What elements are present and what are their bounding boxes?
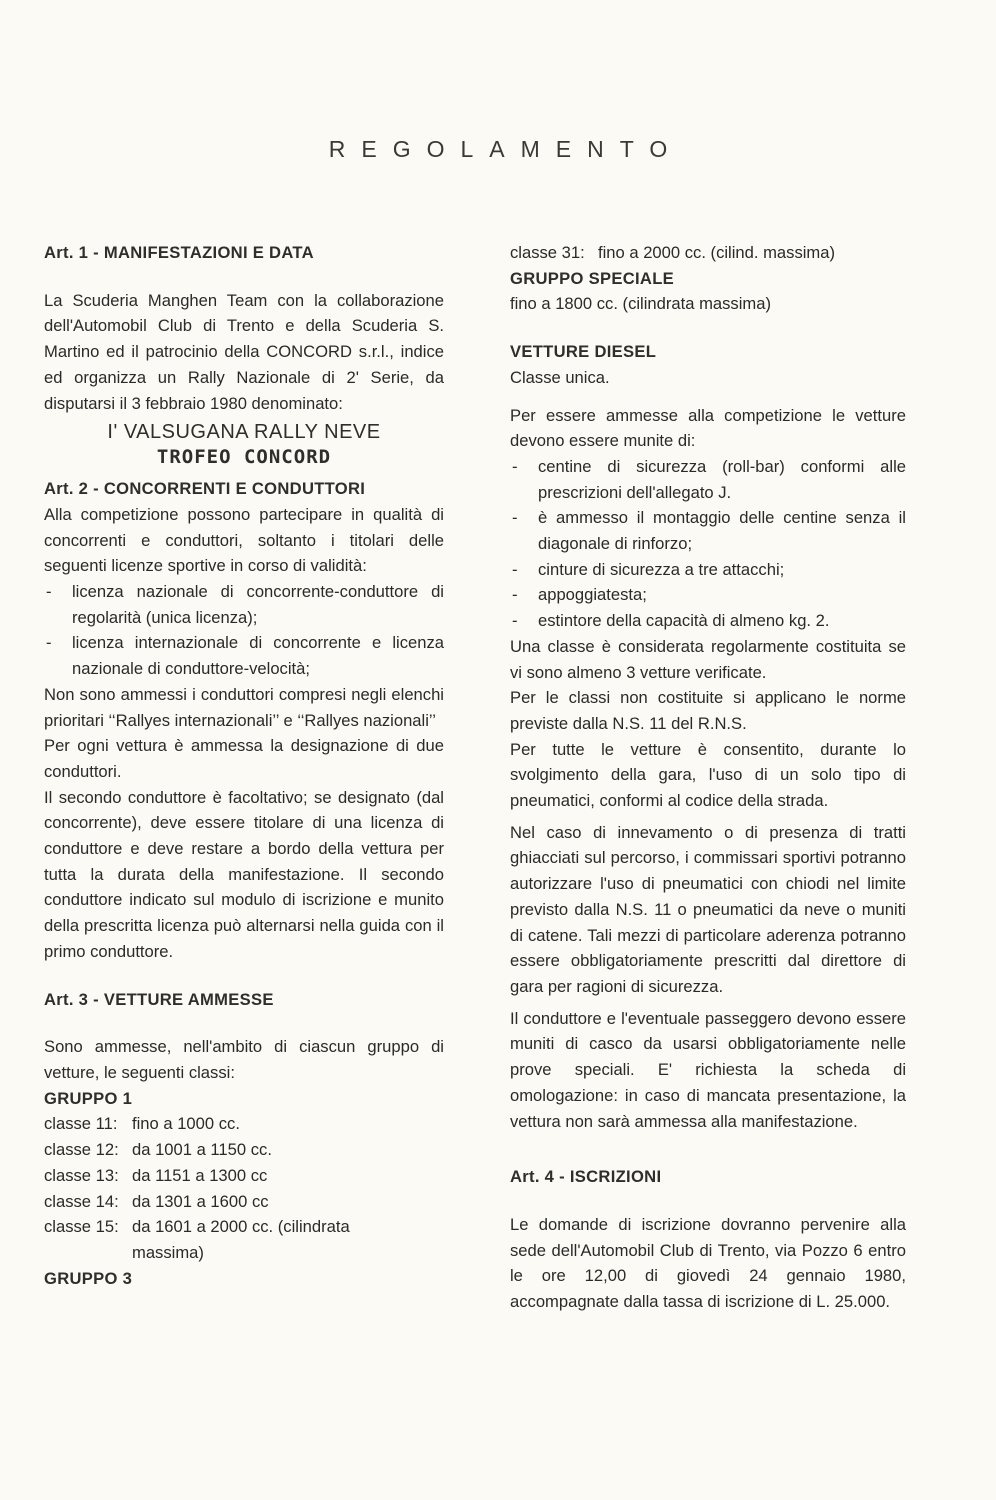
event-title-line1: I' VALSUGANA RALLY NEVE [107,421,381,444]
license-bullet: - licenza internazionale di concorrente e licenza nazionale di conduttore-velocità; [44,630,444,681]
right-column [510,240,906,1315]
equipment-intro: Per essere ammesse alla competizione le vetture devono essere munite di: [510,405,906,451]
dash-icon: - [512,611,518,631]
art2-para1: Non sono ammessi i conduttori compresi negli elenchi prioritari ‘‘Rallyes internazionali’’ e ‘‘Rallyes nazionali’’ [44,684,444,730]
art3-heading: Art. 3 - VETTURE AMMESSE [44,989,274,1009]
tyres-text: Per tutte le vetture è consentito, durante lo svolgimento della gara, l'uso di un solo tipo di pneumatici, conformi al codice della strada. [510,739,906,811]
art4-heading: Art. 4 - ISCRIZIONI [510,1167,662,1187]
helmet-text: Il conduttore e l'eventuale passeggero devono essere muniti di casco da usarsi obbligatoriamente nelle prove speciali. E' richiesta la scheda di omologazione: in caso di mancata presentazione, la vettura non sarà ammessa alla manifestazione. [510,1008,906,1131]
art3-intro: Sono ammesse, nell'ambito di ciascun gruppo di vetture, le seguenti classi: [44,1037,444,1082]
gruppo1-label: GRUPPO 1 [44,1088,133,1108]
class-row: classe 15: da 1601 a 2000 cc. (cilindrata massima) [44,1217,350,1262]
class-row: classe 13: da 1151 a 1300 cc [44,1165,268,1185]
art1-text: La Scuderia Manghen Team con la collaborazione dell'Automobil Club di Trento e della Scuderia S. Martino ed il patrocinio della CONCORD s.r.l., indice ed organizza un Rally Nazionale di 2' Serie, da disputarsi il 3 febbraio 1980 denominato: [44,290,444,413]
class-row: classe 11: fino a 1000 cc. [44,1114,240,1134]
license-bullet: - licenza nazionale di concorrente-conduttore di regolarità (unica licenza); [44,579,444,630]
class-row: classe 12: da 1001 a 1150 cc. [44,1140,272,1160]
dash-icon: - [46,582,52,602]
left-column [44,240,444,1291]
equipment-bullet: - estintore della capacità di almeno kg. 2. [510,608,906,634]
equipment-bullet: - centine di sicurezza (roll-bar) conformi alle prescrizioni dell'allegato J. [510,454,906,505]
equipment-bullet: - cinture di sicurezza a tre attacchi; [510,557,906,583]
diesel-text: Classe unica. [510,367,610,387]
dash-icon: - [46,633,52,653]
art1-heading: Art. 1 - MANIFESTAZIONI E DATA [44,243,314,262]
art2-heading: Art. 2 - CONCORRENTI E CONDUTTORI [44,479,366,499]
art4-text: Le domande di iscrizione dovranno pervenire alla sede dell'Automobil Club di Trento, via Pozzo 6 entro le ore 12,00 di giovedì 24 gennaio 1980, accompagnate dalla tassa di iscrizione di L. 25.000. [510,1214,906,1312]
diesel-label: VETTURE DIESEL [510,342,657,362]
dash-icon: - [512,585,518,605]
dash-icon: - [512,559,518,579]
equipment-bullet: - è ammesso il montaggio delle centine senza il diagonale di rinforzo; [510,505,906,556]
gruppo-speciale-label: GRUPPO SPECIALE [510,268,675,288]
art2-para2: Per ogni vettura è ammessa la designazione di due conduttori. [44,736,444,781]
class-row: classe 31: fino a 2000 cc. (cilind. massima) [510,243,836,262]
dash-icon: - [512,456,518,476]
art2-para3: Il secondo conduttore è facoltativo; se designato (dal concorrente), deve essere titolare di una licenza di conduttore e deve restare a bordo della vettura per tutta la durata della manifestazione. Il secondo conduttore indicato sul modulo di iscrizione e munito della prescritta licenza può alternarsi nella guida con il primo conduttore. [44,787,444,961]
snow-text: Nel caso di innevamento o di presenza di tratti ghiacciati sul percorso, i commissari sportivi potranno autorizzare l'uso di pneumatici con chiodi nel limite previsto dalla N.S. 11 o pneumatici da neve o muniti di catene. Tali mezzi di particolare aderenza potranno essere obbligatoriamente prescritti dal direttore di gara per ragioni di sicurezza. [510,822,906,996]
norms-text: Per le classi non costituite si applicano le norme previste dalla N.S. 11 del R.N.S. [510,688,906,733]
equipment-bullet: - appoggiatesta; [510,582,906,608]
gruppo-speciale-text: fino a 1800 cc. (cilindrata massima) [510,294,771,314]
class-row: classe 14: da 1301 a 1600 cc [44,1191,269,1211]
event-title-line2: TROFEO CONCORD [156,446,332,469]
event-title [44,420,444,470]
gruppo3-label: GRUPPO 3 [44,1268,133,1288]
page-title: REGOLAMENTO [328,136,684,162]
art2-intro: Alla competizione possono partecipare in qualità di concorrenti e conduttori, soltanto i titolari delle seguenti licenze sportive in corso di validità: [44,504,444,576]
dash-icon: - [512,508,518,528]
class-rule-text: Una classe è considerata regolarmente costituita se vi sono almeno 3 vetture verificate. [510,636,906,682]
